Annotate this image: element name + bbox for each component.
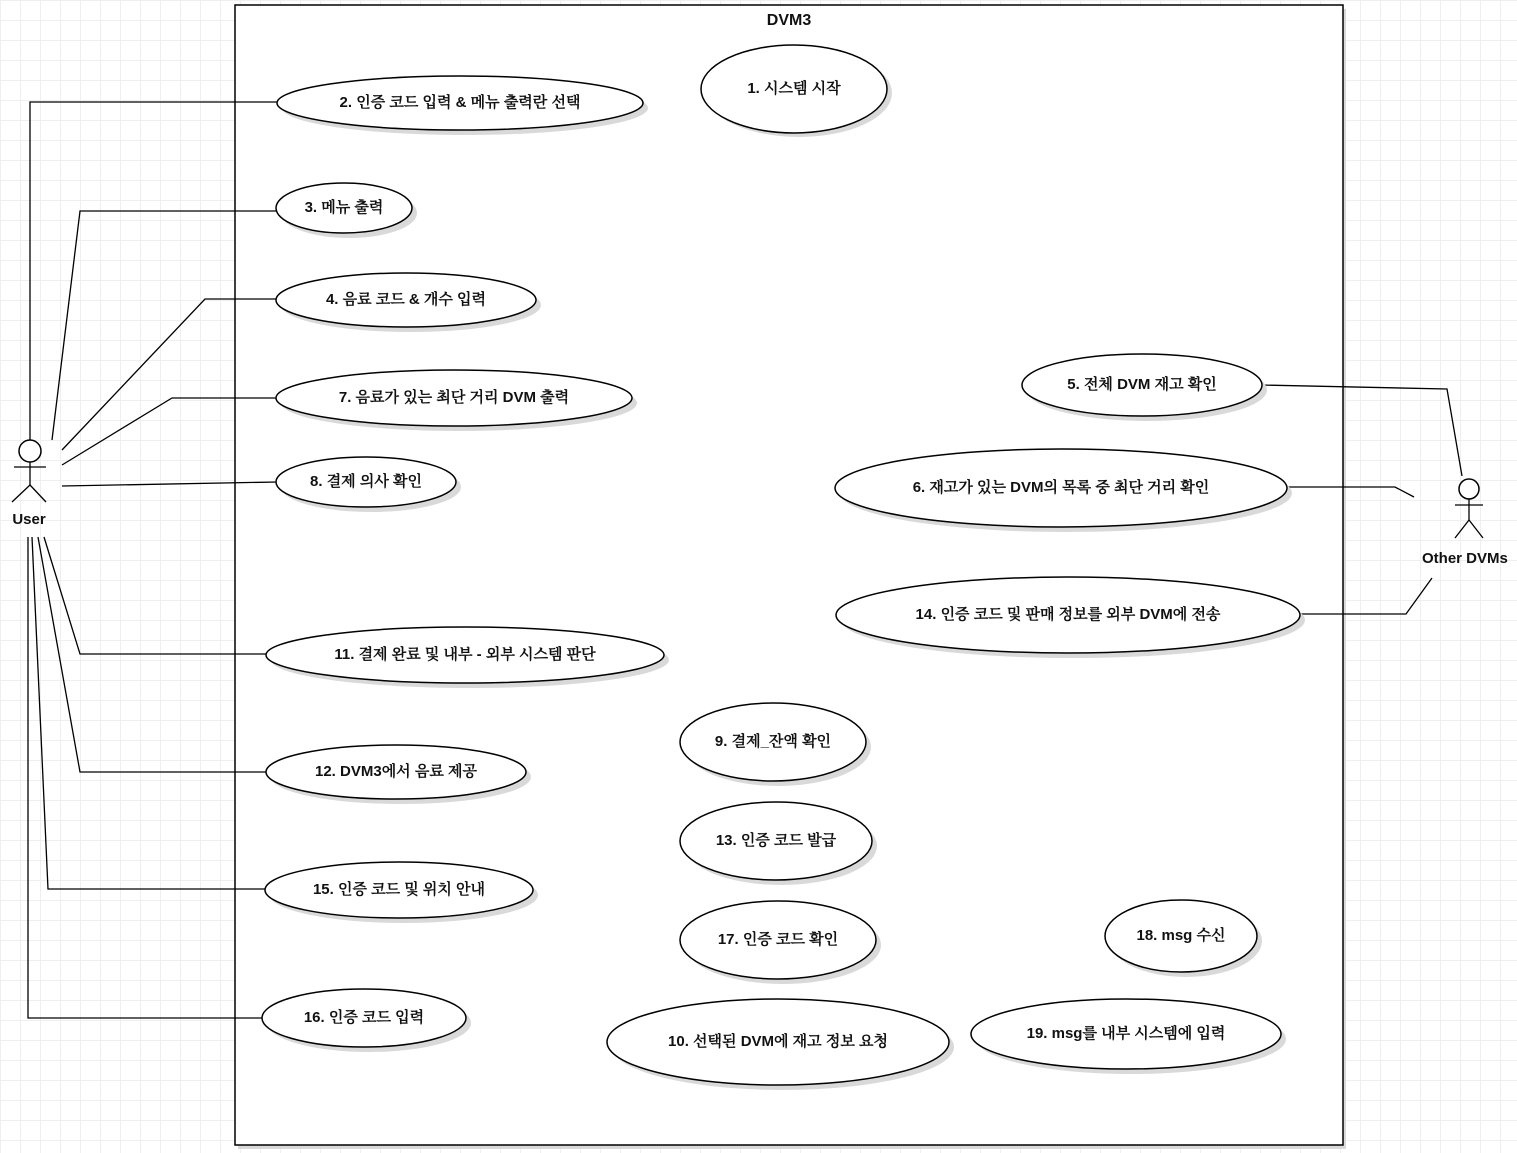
- user-right-leg: [30, 485, 46, 502]
- use-case-label: 16. 인증 코드 입력: [303, 1009, 425, 1026]
- use-case-label: 18. msg 수신: [1136, 927, 1226, 944]
- actor-user[interactable]: [12, 440, 46, 528]
- other-left-leg: [1455, 520, 1469, 538]
- use-case-15[interactable]: [265, 862, 538, 923]
- use-case-label: 10. 선택된 DVM에 재고 정보 요청: [668, 1033, 888, 1050]
- use-case-19[interactable]: [971, 999, 1286, 1074]
- use-case-5[interactable]: [1022, 354, 1267, 421]
- use-case-14[interactable]: [836, 577, 1305, 658]
- use-case-12[interactable]: [266, 745, 531, 804]
- other-head: [1459, 479, 1479, 499]
- use-case-label: 15. 인증 코드 및 위치 안내: [312, 881, 486, 898]
- actor-other-label: Other DVMs: [1422, 550, 1508, 567]
- use-case-6[interactable]: [835, 449, 1292, 532]
- use-case-label: 11. 결제 완료 및 내부 - 외부 시스템 판단: [334, 646, 596, 663]
- use-case-label: 8. 결제 의사 확인: [310, 473, 422, 490]
- use-case-label: 13. 인증 코드 발급: [715, 832, 837, 849]
- use-case-label: 17. 인증 코드 확인: [717, 931, 839, 948]
- use-case-2[interactable]: [277, 76, 648, 135]
- use-case-10[interactable]: [607, 999, 954, 1090]
- assoc-user-uc15[interactable]: [32, 537, 267, 889]
- use-case-label: 5. 전체 DVM 재고 확인: [1067, 376, 1217, 393]
- use-case-label: 9. 결제_잔액 확인: [714, 733, 832, 750]
- use-case-label: 12. DVM3에서 음료 제공: [315, 763, 477, 780]
- user-left-leg: [12, 485, 30, 502]
- actor-other-dvms[interactable]: [1422, 479, 1508, 567]
- use-case-label: 3. 메뉴 출력: [304, 199, 384, 216]
- use-case-7[interactable]: [276, 370, 637, 431]
- use-case-label: 1. 시스템 시작: [747, 80, 841, 97]
- use-case-label: 4. 음료 코드 & 개수 입력: [325, 291, 487, 308]
- use-case-label: 7. 음료가 있는 최단 거리 DVM 출력: [338, 389, 570, 406]
- use-case-label: 19. msg를 내부 시스템에 입력: [1026, 1025, 1226, 1042]
- use-case-label: 14. 인증 코드 및 판매 정보를 외부 DVM에 전송: [915, 606, 1221, 623]
- use-case-label: 2. 인증 코드 입력 & 메뉴 출력란 선택: [339, 94, 581, 111]
- use-case-11[interactable]: [266, 627, 669, 688]
- user-head: [19, 440, 41, 462]
- assoc-user-uc16[interactable]: [28, 537, 267, 1018]
- use-case-label: 6. 재고가 있는 DVM의 목록 중 최단 거리 확인: [912, 479, 1210, 496]
- actor-user-label: User: [12, 511, 46, 528]
- use-case-4[interactable]: [276, 273, 541, 332]
- assoc-user-uc11[interactable]: [44, 537, 267, 654]
- other-right-leg: [1469, 520, 1483, 538]
- system-title: DVM3: [766, 12, 812, 29]
